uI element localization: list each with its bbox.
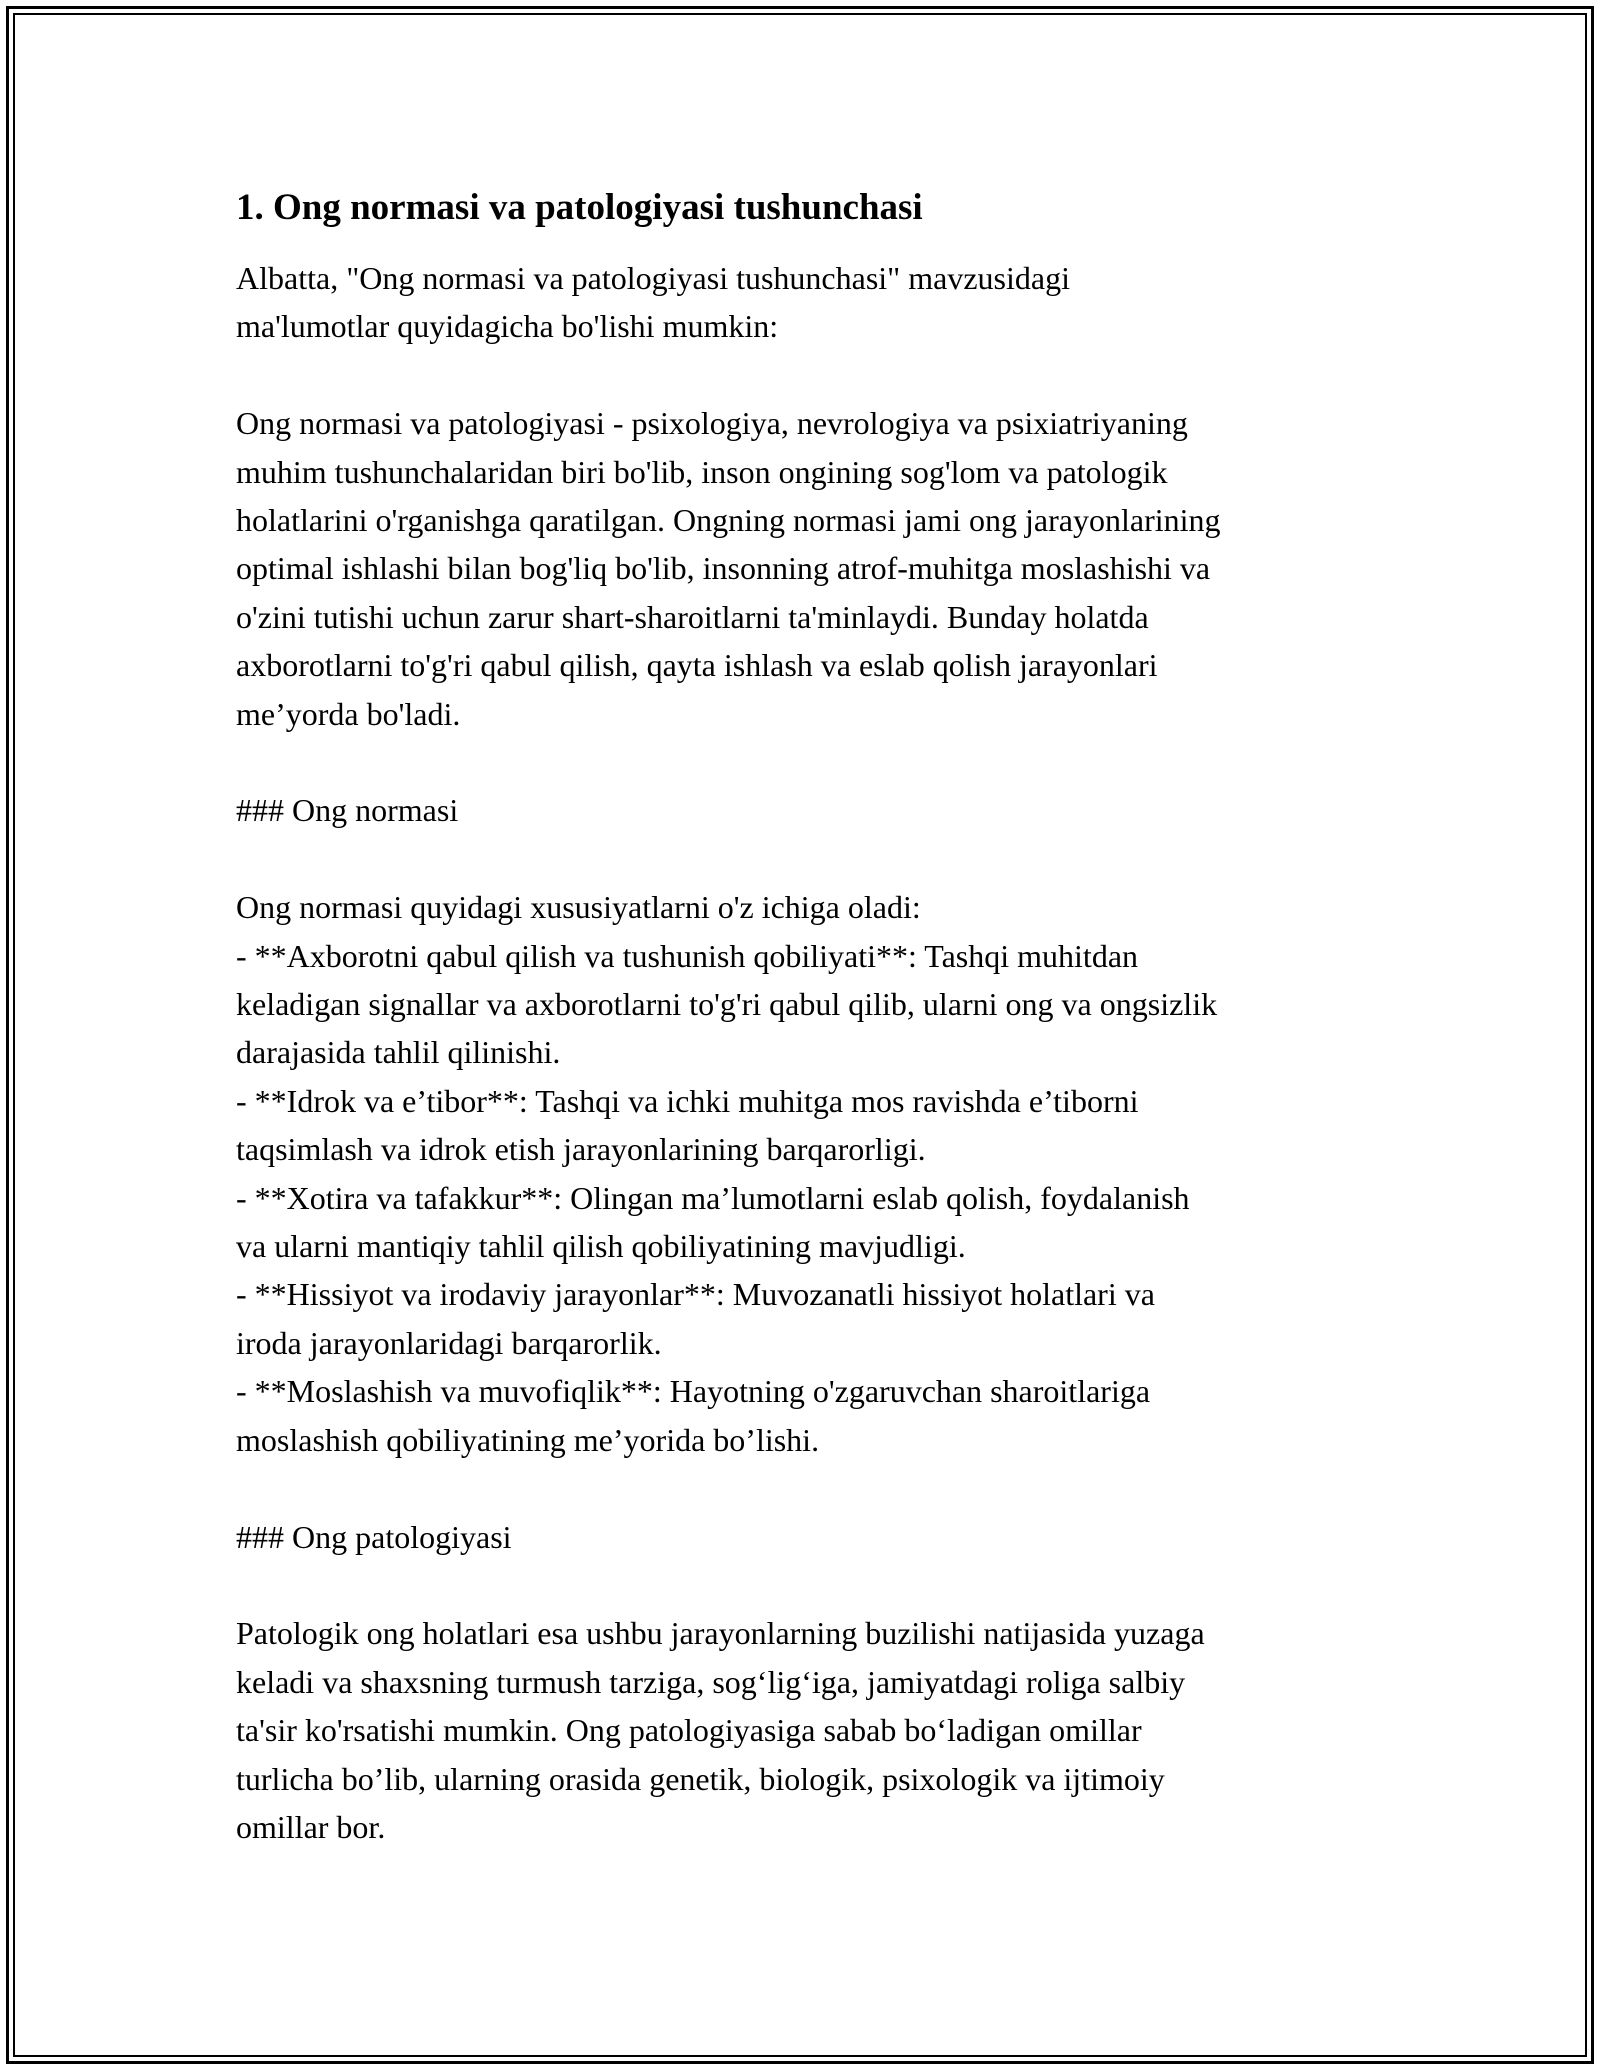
text-line: optimal ishlashi bilan bog'liq bo'lib, insonning atrof-muhitga moslashishi va <box>236 550 1211 587</box>
text-line: Ong normasi quyidagi xususiyatlarni o'z ichiga oladi: <box>236 889 921 926</box>
text-line: moslashish qobiliyatining me’yorida bo’lishi. <box>236 1421 820 1458</box>
text-line: - **Axborotni qabul qilish va tushunish qobiliyati**: Tashqi muhitdan <box>236 937 1139 974</box>
paragraph-gap <box>236 835 1376 883</box>
paragraph-gap <box>236 351 1376 399</box>
text-line: omillar bor. <box>236 1808 386 1845</box>
text-line: - **Moslashish va muvofiqlik**: Hayotning o'zgaruvchan sharoitlariga <box>236 1373 1151 1410</box>
text-line: ta'sir ko'rsatishi mumkin. Ong patologiyasiga sabab bo‘ladigan omillar <box>236 1712 1142 1749</box>
text-line: va ularni mantiqiy tahlil qilish qobiliyatining mavjudligi. <box>236 1228 966 1265</box>
paragraph-gap <box>236 1464 1376 1512</box>
paragraph <box>236 1513 1376 1561</box>
text-line: ### Ong normasi <box>236 792 459 829</box>
text-line: axborotlarni to'g'ri qabul qilish, qayta ishlash va eslab qolish jarayonlari <box>236 647 1158 684</box>
paragraph <box>236 786 1376 834</box>
text-line: turlicha bo’lib, ularning orasida genetik, biologik, psixologik va ijtimoiy <box>236 1760 1165 1797</box>
text-line: keladigan signallar va axborotlarni to'g'ri qabul qilib, ularni ong va ongsizlik <box>236 986 1218 1023</box>
paragraph <box>236 399 1376 738</box>
text-line: - **Xotira va tafakkur**: Olingan ma’lumotlarni eslab qolish, foydalanish <box>236 1179 1190 1216</box>
document-blocks <box>236 254 1376 1851</box>
text-line: ### Ong patologiyasi <box>236 1518 512 1555</box>
text-line: o'zini tutishi uchun zarur shart-sharoitlarni ta'minlaydi. Bunday holatda <box>236 598 1149 635</box>
document-body <box>236 184 1376 1851</box>
text-line: me’yorda bo'ladi. <box>236 695 461 732</box>
document-title: 1. Ong normasi va patologiyasi tushunchasi <box>236 187 923 228</box>
text-line: darajasida tahlil qilinishi. <box>236 1034 561 1071</box>
text-line: ma'lumotlar quyidagicha bo'lishi mumkin: <box>236 308 779 345</box>
text-line: Patologik ong holatlari esa ushbu jarayonlarning buzilishi natijasida yuzaga <box>236 1615 1205 1652</box>
paragraph <box>236 254 1376 351</box>
paragraph-gap <box>236 1561 1376 1609</box>
paragraph <box>236 883 1376 1464</box>
text-line: keladi va shaxsning turmush tarziga, sog‘lig‘iga, jamiyatdagi roliga salbiy <box>236 1663 1186 1700</box>
text-line: holatlarini o'rganishga qaratilgan. Ongning normasi jami ong jarayonlarining <box>236 502 1221 539</box>
paragraph <box>236 1609 1376 1851</box>
text-line: iroda jarayonlaridagi barqarorlik. <box>236 1324 662 1361</box>
text-line: Ong normasi va patologiyasi - psixologiya, nevrologiya va psixiatriyaning <box>236 405 1188 442</box>
text-line: muhim tushunchalaridan biri bo'lib, inson ongining sog'lom va patologik <box>236 453 1168 490</box>
paragraph-gap <box>236 738 1376 786</box>
text-line: Albatta, "Ong normasi va patologiyasi tushunchasi" mavzusidagi <box>236 260 1070 296</box>
text-line: - **Hissiyot va irodaviy jarayonlar**: Muvozanatli hissiyot holatlari va <box>236 1276 1155 1313</box>
text-line: taqsimlash va idrok etish jarayonlarining barqarorligi. <box>236 1131 926 1168</box>
text-line: - **Idrok va e’tibor**: Tashqi va ichki muhitga mos ravishda e’tiborni <box>236 1082 1139 1119</box>
